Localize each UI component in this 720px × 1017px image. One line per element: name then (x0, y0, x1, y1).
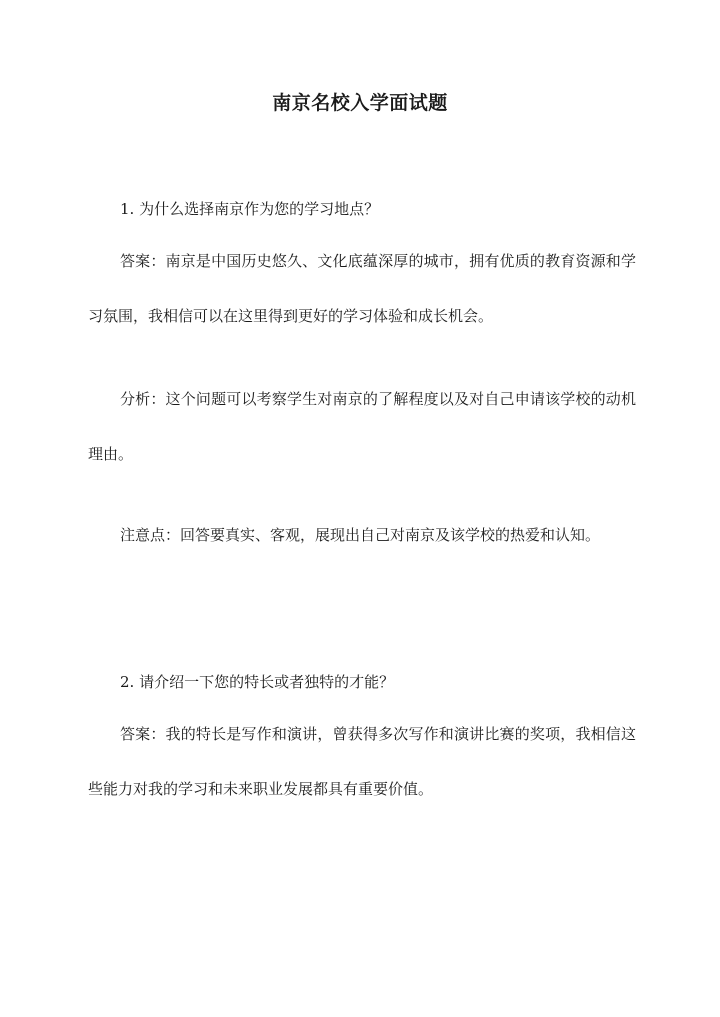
document-title: 南京名校入学面试题 (272, 92, 448, 114)
question-2: 2. 请介绍一下您的特长或者独特的才能？ (120, 673, 395, 691)
question-1: 1. 为什么选择南京作为您的学习地点？ (120, 200, 380, 218)
answer-2: 答案：我的特长是写作和演讲，曾获得多次写作和演讲比赛的奖项，我相信这些能力对我的学习和未来职业发展都具有重要价值。 (88, 725, 636, 798)
answer-1: 答案：南京是中国历史悠久、文化底蕴深厚的城市，拥有优质的教育资源和学习氛围，我相信可以在这里得到更好的学习体验和成长机会。 (88, 252, 636, 325)
analysis-1: 分析：这个问题可以考察学生对南京的了解程度以及对自己申请该学校的动机理由。 (88, 390, 636, 463)
note-1: 注意点：回答要真实、客观，展现出自己对南京及该学校的热爱和认知。 (120, 526, 601, 544)
